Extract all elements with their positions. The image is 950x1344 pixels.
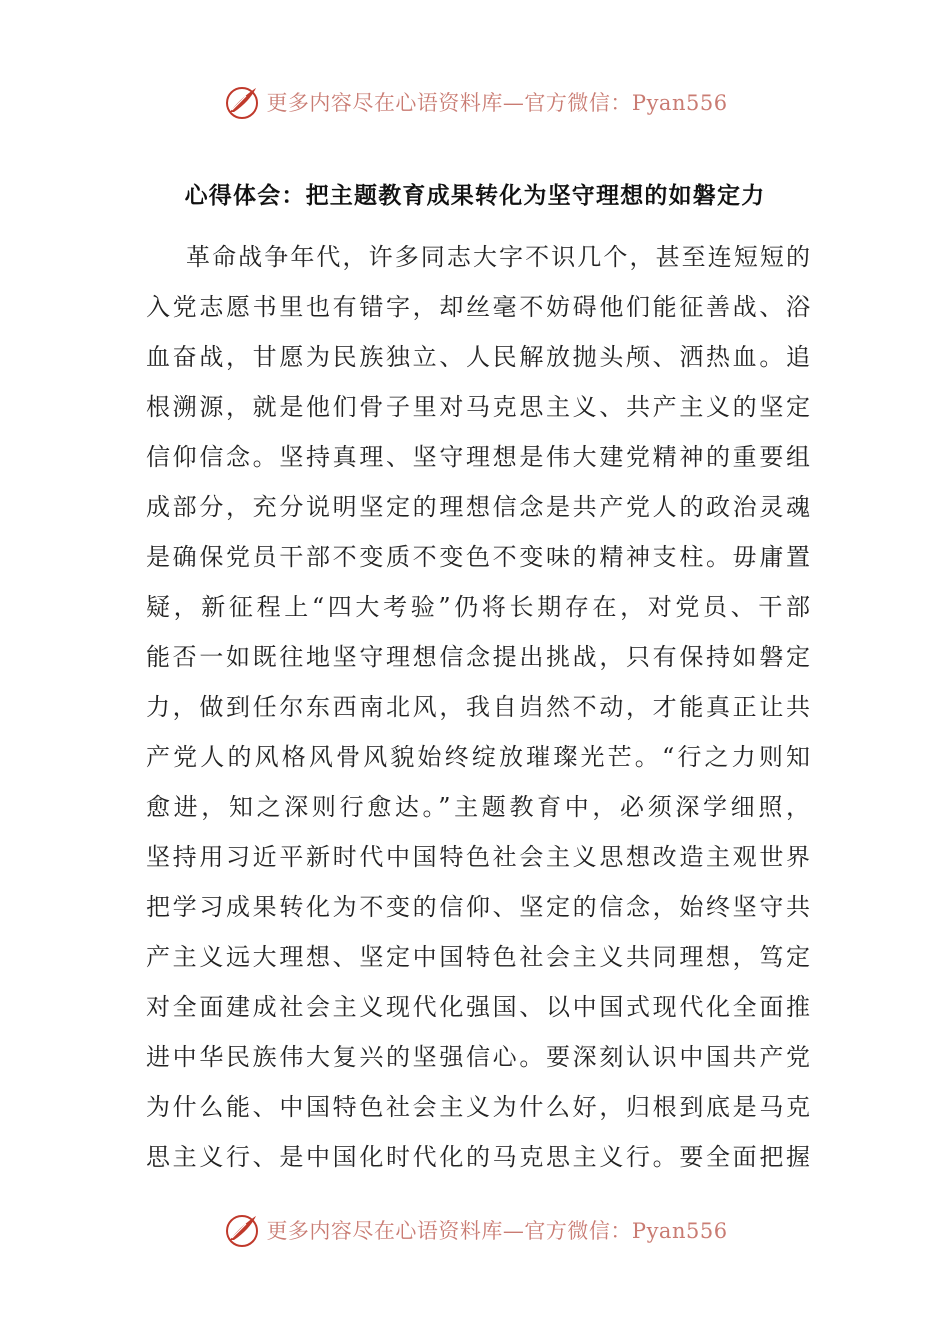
body-line: 能否一如既往地坚守理想信念提出挑战，只有保持如磐定	[146, 643, 810, 671]
body-line: 入党志愿书里也有错字，却丝毫不妨碍他们能征善战、浴	[146, 293, 810, 321]
body-line: 革命战争年代，许多同志大字不识几个，甚至连短短的	[186, 243, 810, 271]
header-banner-text: 更多内容尽在心语资料库—官方微信：Pyan556	[266, 91, 728, 115]
body-line: 信仰信念。坚持真理、坚守理想是伟大建党精神的重要组	[146, 443, 810, 471]
body-line: 思主义行、是中国化时代化的马克思主义行。要全面把握	[146, 1143, 810, 1171]
header-banner	[0, 80, 950, 124]
document-title: 心得体会：把主题教育成果转化为坚守理想的如磐定力	[184, 183, 766, 209]
body-line: 愈进，知之深则行愈达。”主题教育中，必须深学细照，	[146, 793, 810, 821]
quill-logo-icon	[222, 82, 262, 122]
document-body	[146, 232, 810, 1182]
body-line: 进中华民族伟大复兴的坚强信心。要深刻认识中国共产党	[146, 1043, 810, 1071]
body-line: 为什么能、中国特色社会主义为什么好，归根到底是马克	[146, 1093, 810, 1121]
body-line: 疑，新征程上“四大考验”仍将长期存在，对党员、干部	[146, 593, 810, 621]
body-line: 根溯源，就是他们骨子里对马克思主义、共产主义的坚定	[146, 393, 810, 421]
body-line: 力，做到任尔东西南北风，我自岿然不动，才能真正让共	[146, 693, 810, 721]
body-line: 坚持用习近平新时代中国特色社会主义思想改造主观世界	[146, 843, 810, 871]
body-line: 对全面建成社会主义现代化强国、以中国式现代化全面推	[146, 993, 810, 1021]
body-line: 是确保党员干部不变质不变色不变味的精神支柱。毋庸置	[146, 543, 810, 571]
body-line: 把学习成果转化为不变的信仰、坚定的信念，始终坚守共	[146, 893, 810, 921]
footer-banner	[0, 1208, 950, 1252]
body-line: 产主义远大理想、坚定中国特色社会主义共同理想，笃定	[146, 943, 810, 971]
body-line: 成部分，充分说明坚定的理想信念是共产党人的政治灵魂	[146, 493, 810, 521]
body-line: 血奋战，甘愿为民族独立、人民解放抛头颅、洒热血。追	[146, 343, 810, 371]
footer-banner-text: 更多内容尽在心语资料库—官方微信：Pyan556	[266, 1219, 728, 1243]
quill-logo-icon	[222, 1210, 262, 1250]
body-line: 产党人的风格风骨风貌始终绽放璀璨光芒。“行之力则知	[146, 743, 810, 771]
